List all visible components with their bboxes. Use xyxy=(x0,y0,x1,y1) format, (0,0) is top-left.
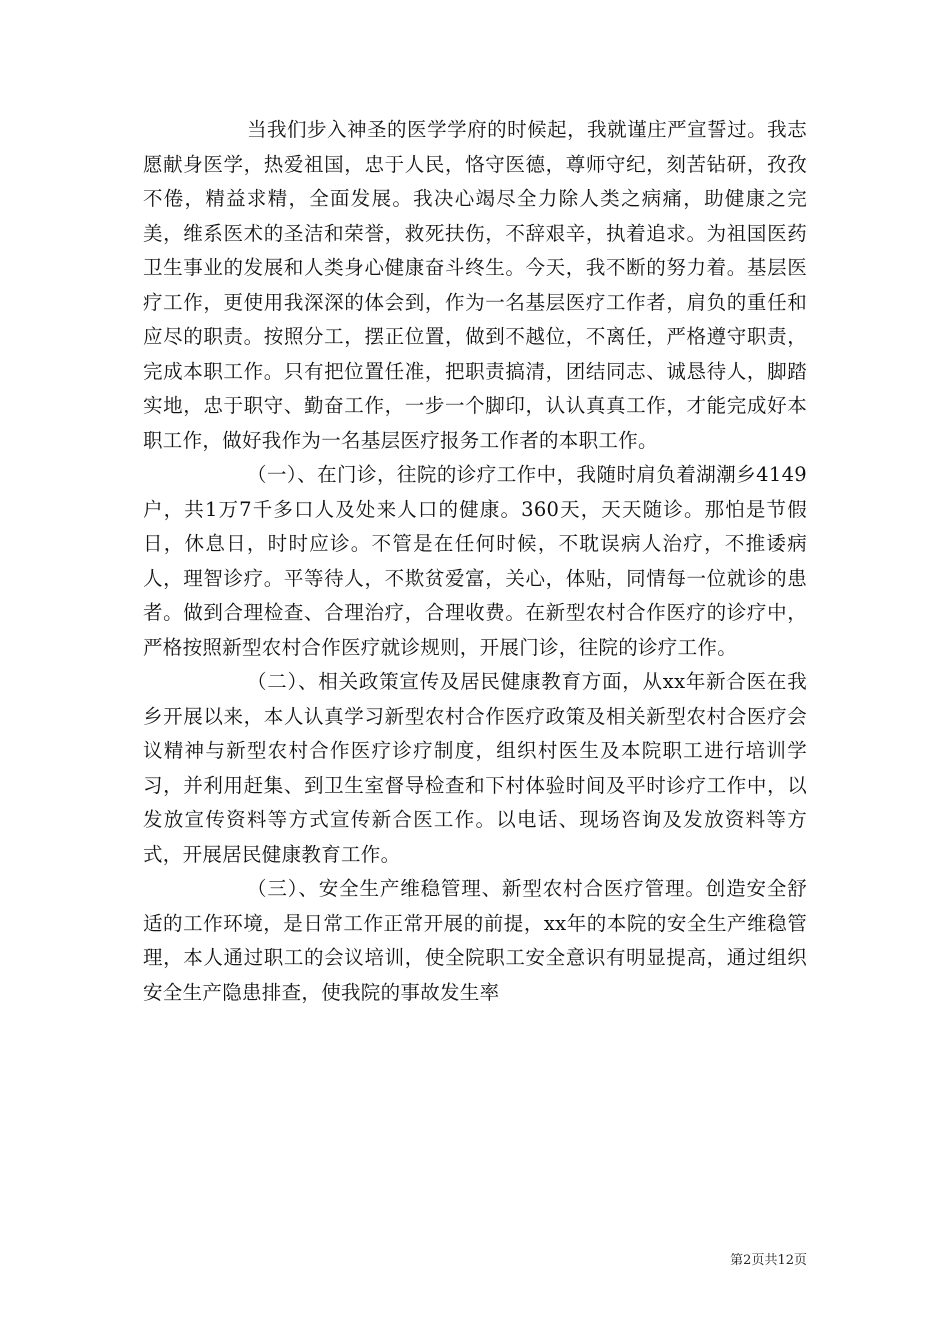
paragraph-section-3: （三）、安全生产维稳管理、新型农村合医疗管理。创造安全舒适的工作环境，是日常工作正常开展的前提，xx年的本院的安全生产维稳管理，本人通过职工的会议培训，使全院职工安全意识有明显提高，通过组织安全生产隐患排查，使我院的事故发生率 xyxy=(143,877,807,1004)
paragraph-oath: 当我们步入神圣的医学学府的时候起，我就谨庄严宣誓过。我志愿献身医学，热爱祖国，忠于人民，恪守医德，尊师守纪，刻苦钻研，孜孜不倦，精益求精，全面发展。我决心竭尽全力除人类之病痛，助健康之完美，维系医术的圣洁和荣誉，救死扶伤，不辞艰辛，执着追求。为祖国医药卫生事业的发展和人类身心健康奋斗终生。今天，我不断的努力着。基层医疗工作，更使用我深深的体会到，作为一名基层医疗工作者，肩负的重任和应尽的职责。按照分工，摆正位置，做到不越位，不离任，严格遵守职责，完成本职工作。只有把位置任准，把职责搞清，团结同志、诚恳待人，脚踏实地，忠于职守、勤奋工作，一步一个脚印，认认真真工作，才能完成好本职工作，做好我作为一名基层医疗报务工作者的本职工作。 xyxy=(143,118,807,452)
document-body xyxy=(143,113,807,1010)
paragraph-section-2: （二）、相关政策宣传及居民健康教育方面，从xx年新合医在我乡开展以来，本人认真学习新型农村合作医疗政策及相关新型农村合医疗会议精神与新型农村合作医疗诊疗制度，组织村医生及本院职工进行培训学习，并利用赶集、到卫生室督导检查和下村体验时间及平时诊疗工作中，以发放宣传资料等方式宣传新合医工作。以电话、现场咨询及发放资料等方式，开展居民健康教育工作。 xyxy=(143,670,807,866)
paragraph-section-1: （一）、在门诊，往院的诊疗工作中，我随时肩负着湖潮乡4149户，共1万7千多口人及处来人口的健康。360天，天天随诊。那怕是节假日，休息日，时时应诊。不管是在任何时候，不耽误病人治疗，不推诿病人，理智诊疗。平等待人，不欺贫爱富，关心，体贴，同情每一位就诊的患者。做到合理检查、合理治疗，合理收费。在新型农村合作医疗的诊疗中，严格按照新型农村合作医疗就诊规则，开展门诊，往院的诊疗工作。 xyxy=(143,463,807,659)
page-number-footer: 第2页共12页 xyxy=(730,1253,807,1268)
